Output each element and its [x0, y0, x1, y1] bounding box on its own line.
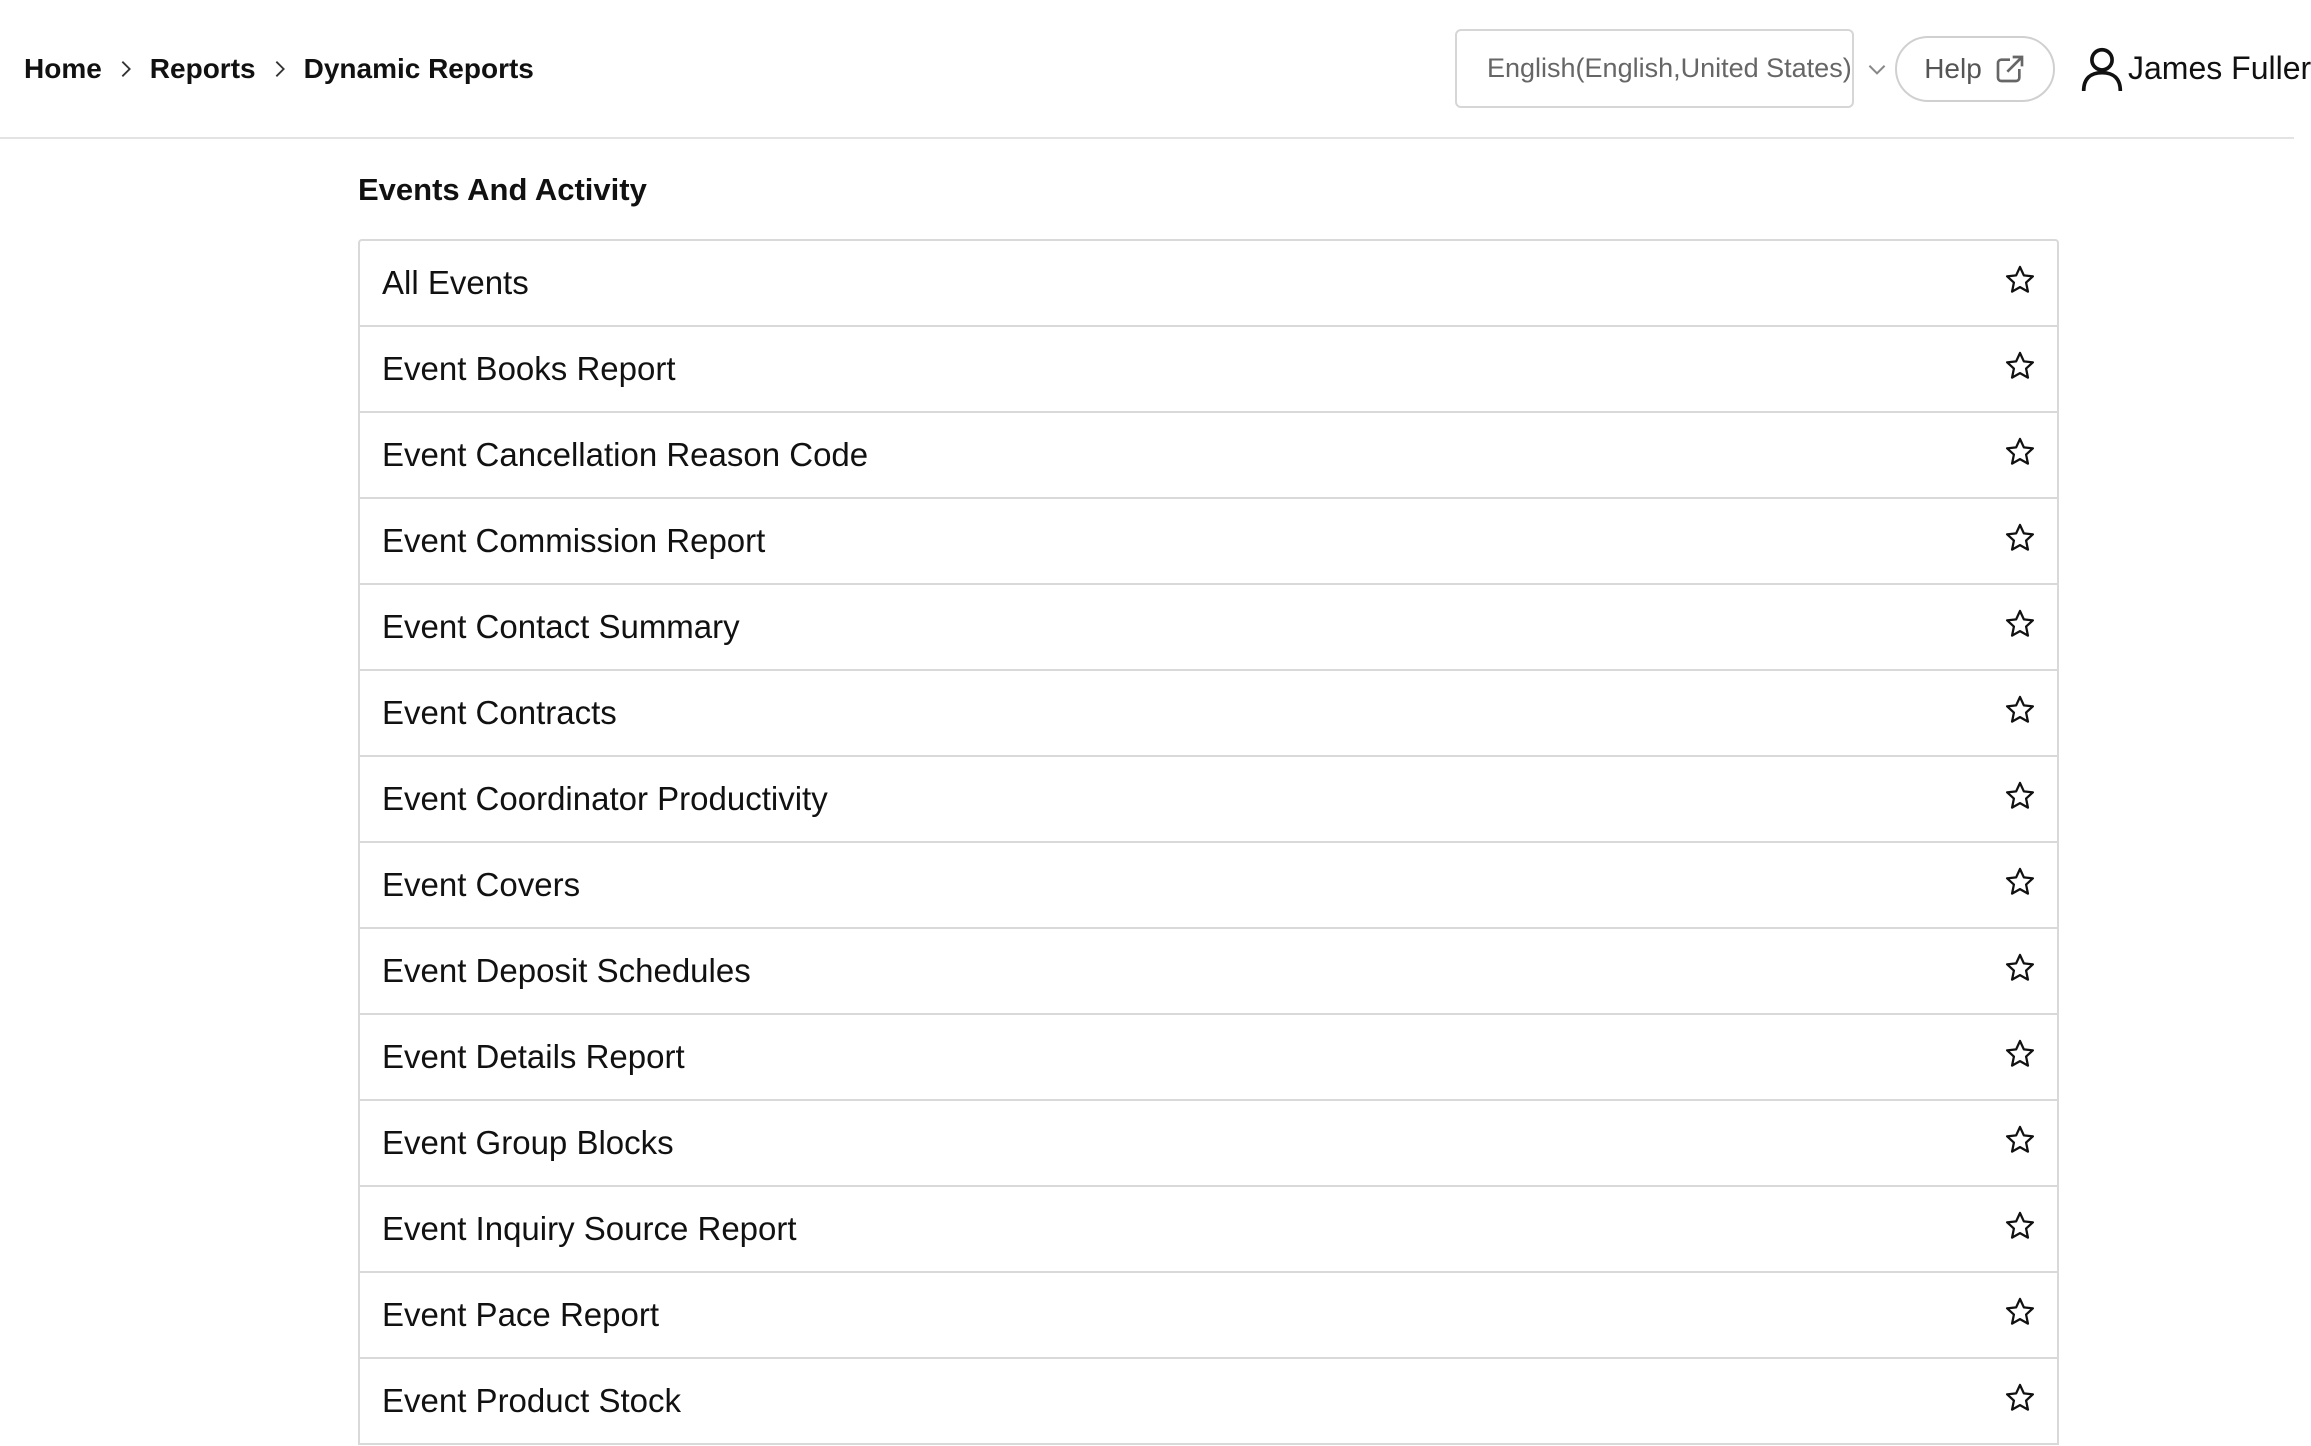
report-name: Event Pace Report — [382, 1296, 659, 1333]
report-name: Event Commission Report — [382, 522, 766, 559]
star-icon[interactable] — [2003, 607, 2037, 641]
report-list-item[interactable] — [360, 671, 2057, 757]
star-icon[interactable] — [2003, 1037, 2037, 1071]
report-name: Event Group Blocks — [382, 1124, 674, 1161]
report-name: Event Details Report — [382, 1038, 685, 1075]
report-name: Event Covers — [382, 866, 581, 903]
report-list-item[interactable] — [360, 1101, 2057, 1187]
report-list-item[interactable] — [360, 1015, 2057, 1101]
star-icon[interactable] — [2003, 951, 2037, 985]
report-name: Event Books Report — [382, 350, 676, 387]
report-name: Event Coordinator Productivity — [382, 780, 828, 817]
language-select-value: English(English,United States) — [1487, 53, 1852, 83]
star-icon[interactable] — [2003, 693, 2037, 727]
report-list-item[interactable] — [360, 327, 2057, 413]
report-list-item[interactable] — [360, 1187, 2057, 1273]
star-icon[interactable] — [2003, 521, 2037, 555]
report-name: Event Inquiry Source Report — [382, 1210, 797, 1247]
report-list-item[interactable] — [360, 585, 2057, 671]
breadcrumb-home[interactable]: Home — [24, 52, 102, 84]
star-icon[interactable] — [2003, 1381, 2037, 1415]
chevron-right-icon — [256, 58, 304, 80]
report-list — [358, 239, 2059, 1445]
user-name: James Fuller — [2128, 50, 2311, 86]
report-list-item[interactable] — [360, 757, 2057, 843]
breadcrumb — [24, 0, 534, 137]
report-name: Event Contact Summary — [382, 608, 740, 645]
report-name: Event Contracts — [382, 694, 617, 731]
star-icon[interactable] — [2003, 865, 2037, 899]
star-icon[interactable] — [2003, 1123, 2037, 1157]
star-icon[interactable] — [2003, 1295, 2037, 1329]
chevron-right-icon — [102, 58, 150, 80]
user-menu[interactable] — [2080, 0, 2311, 137]
report-list-item[interactable] — [360, 843, 2057, 929]
report-list-item[interactable] — [360, 413, 2057, 499]
section-title: Events And Activity — [358, 172, 647, 207]
top-header — [0, 0, 2311, 139]
report-name: All Events — [382, 264, 529, 301]
report-name: Event Deposit Schedules — [382, 952, 751, 989]
help-button[interactable] — [1895, 36, 2055, 102]
report-list-item[interactable] — [360, 929, 2057, 1015]
report-name: Event Product Stock — [382, 1382, 681, 1419]
star-icon[interactable] — [2003, 263, 2037, 297]
breadcrumb-current: Dynamic Reports — [303, 52, 534, 84]
help-button-label: Help — [1924, 53, 1982, 84]
breadcrumb-reports[interactable]: Reports — [149, 52, 256, 84]
report-list-item[interactable] — [360, 1359, 2057, 1445]
user-icon — [2080, 45, 2124, 93]
star-icon[interactable] — [2003, 349, 2037, 383]
external-link-icon — [1994, 53, 2026, 85]
star-icon[interactable] — [2003, 779, 2037, 813]
report-list-item[interactable] — [360, 499, 2057, 585]
report-list-item[interactable] — [360, 1273, 2057, 1359]
star-icon[interactable] — [2003, 435, 2037, 469]
report-name: Event Cancellation Reason Code — [382, 436, 869, 473]
star-icon[interactable] — [2003, 1209, 2037, 1243]
language-select[interactable] — [1455, 29, 1854, 108]
chevron-down-icon — [1864, 56, 1890, 82]
report-list-item[interactable] — [360, 241, 2057, 327]
